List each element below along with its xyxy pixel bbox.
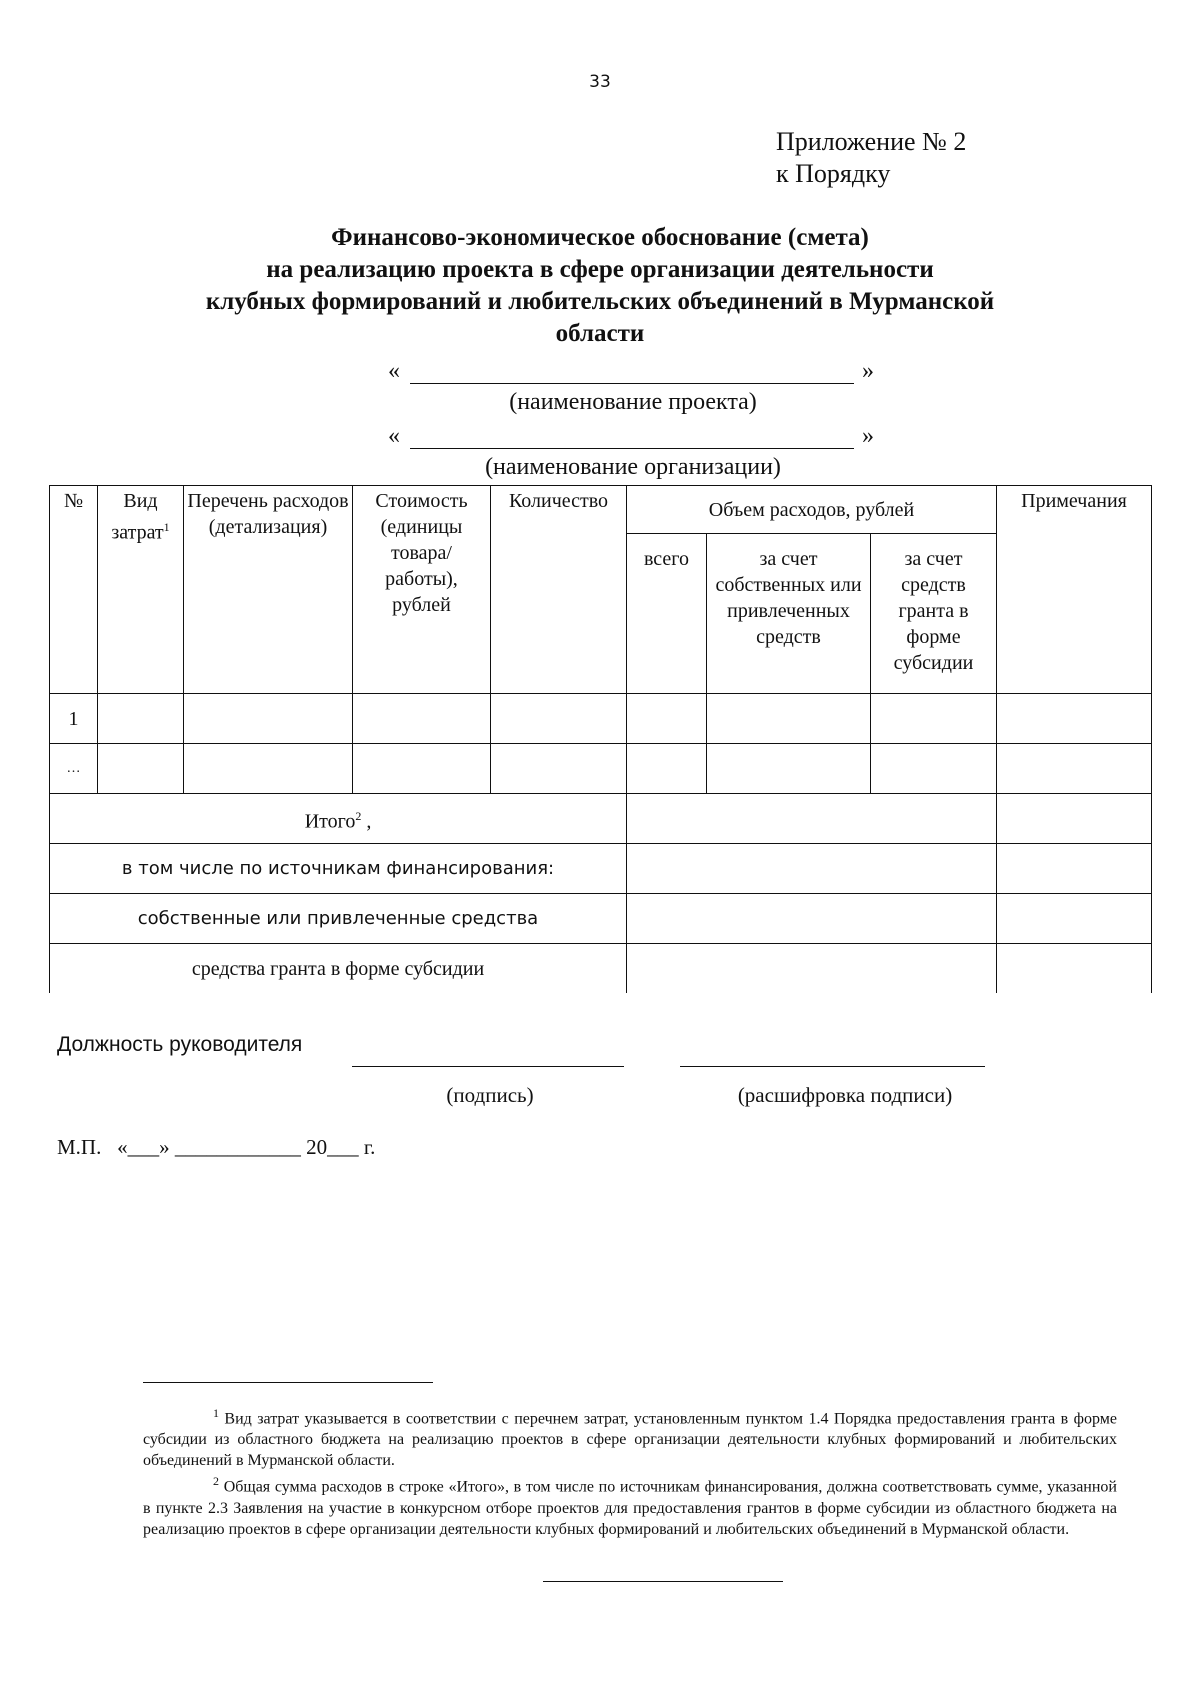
cell[interactable] [997,944,1152,994]
cell[interactable] [997,794,1152,844]
summary-row-own-funds [50,894,1152,944]
signature-caption: (подпись) [446,1083,534,1107]
summary-row-including [50,844,1152,894]
cell[interactable] [997,894,1152,944]
footnote-separator [143,1382,433,1383]
footnote-1: $^1$ Вид затрат указывается в соответствии с перечнем затрат, установленным пунктом 1.4 Порядка предоставления гранта в форме субсидии из областного бюджета на реализацию проектов в сфере организации деятельности клубных формирований и любительских объединений в Мурманской области. [143,1406,1117,1470]
header-own-funds: за счет собственных или привлеченных средств [707,534,871,694]
header-expense-list: Перечень расходов (детализация) [184,486,353,694]
row-number: 1 [50,694,98,744]
cell[interactable] [627,794,997,844]
title-line-1: Финансово-экономическое обоснование (смета) [331,224,869,251]
organization-name-line [410,447,854,449]
footnote-ref-2: 2 [355,808,362,823]
organization-name-field[interactable] [388,423,874,453]
table-row [50,744,1152,794]
cell[interactable] [627,844,997,894]
project-close-quote: » [862,358,874,384]
title-line-2: на реализацию проекта в сфере организации деятельности [266,256,934,283]
organization-name-caption: (наименование организации) [485,454,781,480]
project-open-quote: « [388,358,400,384]
cell[interactable] [707,694,871,744]
document-title [100,222,1100,350]
project-name-line [410,382,854,384]
own-funds-label: собственные или привлеченные средства [50,894,627,944]
header-unit-cost: Стоимость (единицы товара/ работы), рублей [353,486,491,694]
cell[interactable] [871,744,997,794]
table-row [50,694,1152,744]
total-label: Итого$^2$ , [50,794,627,844]
footnote-2: $^2$ Общая сумма расходов в строке «Итого», в том числе по источникам финансирования, должна соответствовать сумме, указанной в пункте 2.3 Заявления на участие в конкурсном отборе проектов для предоставления грантов в форме субсидии из областного бюджета на реализацию проектов в сфере организации деятельности клубных формирований и любительских объединений в Мурманской области. [143,1474,1117,1538]
cell[interactable] [184,694,353,744]
cell[interactable] [98,694,184,744]
cell[interactable] [627,944,997,994]
title-line-4: области [555,320,645,347]
header-expense-volume: Объем расходов, рублей [627,486,997,534]
cell[interactable] [997,744,1152,794]
cell[interactable] [627,894,997,944]
cell[interactable] [353,694,491,744]
cell[interactable] [491,744,627,794]
header-grant-funds: за счет средств гранта в форме субсидии [871,534,997,694]
cell[interactable] [707,744,871,794]
header-expense-type: Вид затрат$^1$ [98,486,184,694]
cell[interactable] [491,694,627,744]
organization-close-quote: » [862,423,874,449]
stamp-date-line: М.П. «___» ____________ 20___ г. [57,1135,376,1159]
cell[interactable] [997,694,1152,744]
summary-row-grant-funds [50,944,1152,994]
grant-funds-label: средства гранта в форме субсидии [50,944,627,994]
cell[interactable] [871,694,997,744]
title-line-3: клубных формирований и любительских объединений в Мурманской [205,288,995,315]
footnotes [143,1403,1117,1540]
footnote-ref-1: 1 [163,520,170,534]
signature-decoding-line[interactable] [680,1066,985,1067]
summary-row-total [50,794,1152,844]
including-label: в том числе по источникам финансирования: [50,844,627,894]
header-num: № [50,486,98,694]
cell[interactable] [627,694,707,744]
header-notes: Примечания [997,486,1152,694]
project-name-caption: (наименование проекта) [509,389,757,415]
cell[interactable] [98,744,184,794]
project-name-field[interactable] [388,358,874,388]
cell[interactable] [627,744,707,794]
cell[interactable] [353,744,491,794]
position-label: Должность руководителя [57,1033,303,1056]
header-total: всего [627,534,707,694]
organization-open-quote: « [388,423,400,449]
page-number: 33 [589,72,611,92]
estimate-table [49,485,1152,993]
appendix-line-1: Приложение № 2 [776,127,967,156]
signature-line[interactable] [352,1066,624,1067]
cell[interactable] [997,844,1152,894]
end-rule [543,1581,783,1582]
appendix-line-2: к Порядку [776,159,891,188]
cell[interactable] [184,744,353,794]
appendix-header [776,126,966,190]
row-number: … [50,744,98,794]
signature-decoding-caption: (расшифровка подписи) [737,1083,953,1107]
header-quantity: Количество [491,486,627,694]
